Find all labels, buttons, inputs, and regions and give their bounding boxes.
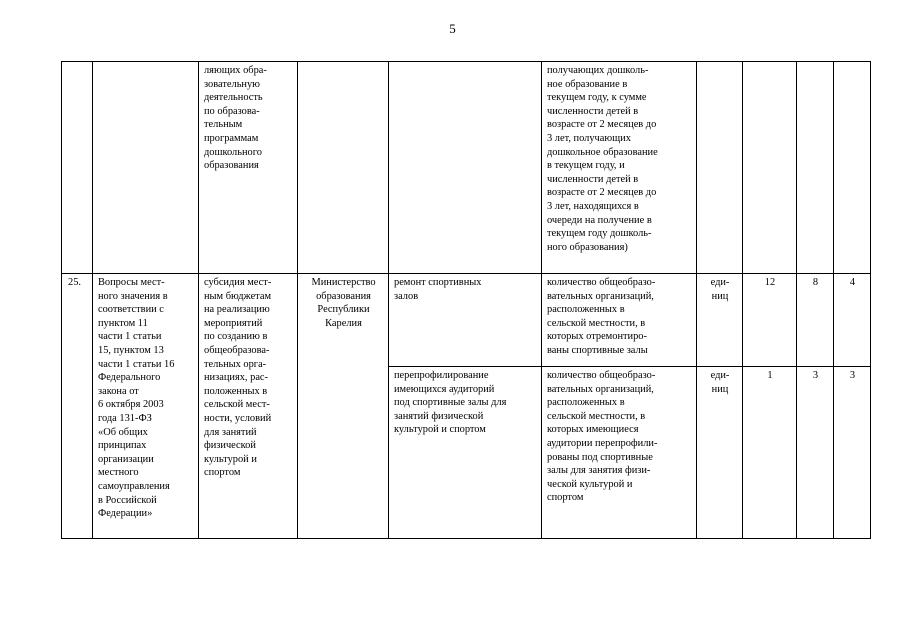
- text-line: в текущем году, и: [547, 160, 625, 172]
- text-line: залы для занятия физи-: [547, 465, 651, 477]
- text-line: вательных организаций,: [547, 290, 654, 302]
- cell-value-3: [834, 62, 871, 274]
- text-line: «Об общих: [98, 426, 148, 438]
- cell-value-1: [743, 62, 797, 274]
- text-line: имеющихся аудиторий: [394, 383, 495, 395]
- text-line: ного значения в: [98, 290, 168, 302]
- text-line: образования: [316, 290, 371, 302]
- indicator-cell-2: [542, 367, 697, 539]
- event-cell-2: [389, 367, 542, 539]
- event-cell-1: [389, 274, 542, 367]
- text-line: низациях, рас-: [204, 372, 269, 384]
- text-line: части 1 статьи 16: [98, 358, 175, 370]
- value-cell-1-1: 12: [743, 274, 797, 367]
- text-line: количество общеобразо-: [547, 277, 656, 288]
- text-line: Карелия: [325, 317, 362, 329]
- text-line: Вопросы мест-: [98, 277, 165, 288]
- text-line: численности детей в: [547, 105, 639, 117]
- cell-issue: [93, 62, 199, 274]
- continued-row: [62, 62, 871, 274]
- text-line: ческой культурой и: [547, 478, 633, 490]
- program-table: [61, 61, 871, 539]
- text-line: образования: [204, 160, 259, 172]
- text-line: сельской местности, в: [547, 317, 646, 329]
- text-line: ности, условий: [204, 412, 272, 424]
- text-line: возрасте от 2 месяцев до: [547, 119, 657, 131]
- text-line: залов: [394, 290, 419, 302]
- text-line: возрасте от 2 месяцев до: [547, 187, 657, 199]
- cell-subsidy-continued: [199, 62, 298, 274]
- text-line: самоуправления: [98, 480, 170, 492]
- text-line: очереди на получение в: [547, 214, 652, 226]
- text-line: ного образования): [547, 241, 628, 253]
- text-line: численности детей в: [547, 173, 639, 185]
- value-cell-2-3: 3: [834, 367, 871, 539]
- text-line: ниц: [711, 383, 729, 395]
- text-line: программам: [204, 132, 259, 144]
- indicator-cell-1: [542, 274, 697, 367]
- text-line: положенных в: [204, 385, 268, 397]
- text-line: которых имеющиеся: [547, 424, 639, 436]
- text-line: по образова-: [204, 105, 260, 117]
- unit-cell-1: [697, 274, 743, 367]
- text-line: дошкольное образование: [547, 146, 658, 158]
- text-line: принципах: [98, 440, 147, 452]
- cell-unit: [697, 62, 743, 274]
- value-cell-1-2: 8: [797, 274, 834, 367]
- text-line: Министерство: [311, 277, 376, 288]
- text-line: физической: [204, 440, 256, 452]
- text-line: ваны спортивные залы: [547, 344, 648, 356]
- text-line: культурой и спортом: [394, 424, 486, 436]
- text-line: которых отремонтиро-: [547, 331, 647, 343]
- text-line: ремонт спортивных: [394, 277, 482, 288]
- text-line: зовательную: [204, 78, 260, 90]
- text-line: 3 лет, получающих: [547, 132, 631, 144]
- text-line: соответствии с: [98, 304, 164, 316]
- text-line: пунктом 11: [98, 317, 148, 329]
- text-line: еди-: [710, 277, 730, 288]
- cell-value-2: [797, 62, 834, 274]
- text-line: ниц: [711, 290, 729, 302]
- text-line: получающих дошколь-: [547, 65, 649, 76]
- text-line: аудитории перепрофили-: [547, 437, 658, 449]
- value-cell-1-3: 4: [834, 274, 871, 367]
- text-line: расположенных в: [547, 397, 625, 409]
- text-line: закона от: [98, 385, 139, 397]
- text-line: ным бюджетам: [204, 290, 272, 302]
- text-line: под спортивные залы для: [394, 397, 507, 409]
- text-line: 3 лет, находящихся в: [547, 200, 639, 212]
- text-line: еди-: [710, 370, 730, 381]
- text-line: 6 октября 2003: [98, 399, 164, 411]
- ministry-cell: [298, 274, 389, 539]
- cell-indicator-continued: [542, 62, 697, 274]
- text-line: деятельность: [204, 92, 263, 104]
- text-line: в Российской: [98, 494, 157, 506]
- text-line: сельской местности, в: [547, 410, 646, 422]
- cell-ministry: [298, 62, 389, 274]
- text-line: мероприятий: [204, 317, 263, 329]
- page-number: 5: [449, 21, 456, 36]
- text-line: сельской мест-: [204, 399, 270, 411]
- text-line: субсидия мест-: [204, 277, 272, 288]
- text-line: расположенных в: [547, 304, 625, 316]
- row-25-first: [62, 274, 871, 367]
- text-line: тельным: [204, 119, 243, 131]
- text-line: занятий физической: [394, 410, 484, 422]
- text-line: местного: [98, 467, 139, 479]
- text-line: ное образование в: [547, 78, 628, 90]
- row-number: 25.: [62, 274, 93, 539]
- text-line: текущем году, к сумме: [547, 92, 647, 104]
- text-line: перепрофилирование: [394, 370, 489, 381]
- text-line: Республики: [317, 304, 370, 316]
- text-line: дошкольного: [204, 146, 262, 158]
- local-issue-cell: [93, 274, 199, 539]
- text-line: спортом: [547, 492, 584, 504]
- cell-number: [62, 62, 93, 274]
- text-line: тельных орга-: [204, 358, 267, 370]
- text-line: для занятий: [204, 426, 257, 438]
- text-line: Федерального: [98, 372, 161, 384]
- text-line: 15, пунктом 13: [98, 344, 164, 356]
- value-cell-2-1: 1: [743, 367, 797, 539]
- value-cell-2-2: 3: [797, 367, 834, 539]
- text-line: культурой и: [204, 453, 257, 465]
- text-line: количество общеобразо-: [547, 370, 656, 381]
- text-line: вательных организаций,: [547, 383, 654, 395]
- text-line: по созданию в: [204, 331, 268, 343]
- text-line: текущем году дошколь-: [547, 228, 652, 240]
- cell-event: [389, 62, 542, 274]
- text-line: рованы под спортивные: [547, 451, 653, 463]
- subsidy-cell: [199, 274, 298, 539]
- text-line: спортом: [204, 467, 241, 479]
- text-line: на реализацию: [204, 304, 270, 316]
- text-line: части 1 статьи: [98, 331, 162, 343]
- text-line: года 131-ФЗ: [98, 412, 152, 424]
- unit-cell-2: [697, 367, 743, 539]
- text-line: общеобразова-: [204, 344, 270, 356]
- text-line: Федерации»: [98, 508, 153, 520]
- text-line: ляющих обра-: [204, 65, 267, 76]
- text-line: организации: [98, 453, 154, 465]
